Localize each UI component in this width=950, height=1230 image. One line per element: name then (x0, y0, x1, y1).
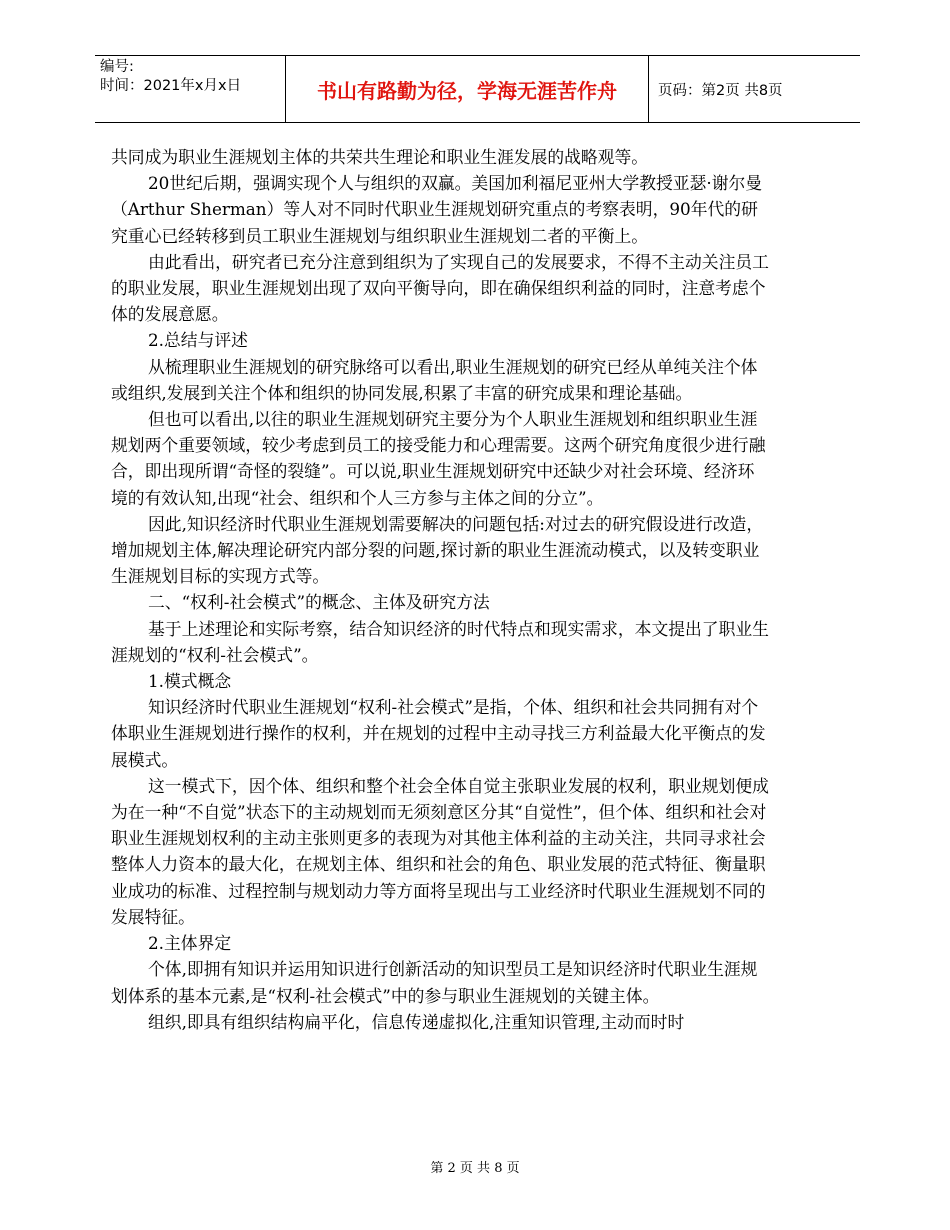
document-body (111, 144, 771, 1035)
document-time-label: 时间：2021年x月x日 (100, 78, 242, 94)
paragraph: 基于上述理论和实际考察，结合知识经济的时代特点和现实需求，本文提出了职业生涯规划的“权利-社会模式”。 (111, 618, 769, 665)
paragraph: 共同成为职业生涯规划主体的共荣共生理论和职业生涯发展的战略观等。 (111, 147, 649, 167)
paragraph: 但也可以看出,以往的职业生涯规划研究主要分为个人职业生涯规划和组织职业生涯规划两个重要领域，较少考虑到员工的接受能力和心理需要。这两个研究角度很少进行融合，即出现所谓“奇怪的裂缝”。可以说,职业生涯规划研究中还缺少对社会环境、经济环境的有效认知,出现“社会、组织和个人三方参与主体之间的分立”。 (111, 409, 766, 508)
section-heading: 2.主体界定 (148, 933, 232, 954)
document-number-label: 编号: (100, 59, 134, 75)
paragraph: 个体,即拥有知识并运用知识进行创新活动的知识型员工是知识经济时代职业生涯规划体系的基本元素,是“权利-社会模式”中的参与职业生涯规划的关键主体。 (111, 959, 758, 1006)
paragraph: 组织,即具有组织结构扁平化，信息传递虚拟化,注重知识管理,主动而时时 (148, 1011, 685, 1032)
paragraph: 从梳理职业生涯规划的研究脉络可以看出,职业生涯规划的研究已经从单纯关注个体或组织,发展到关注个体和组织的协同发展,积累了丰富的研究成果和理论基础。 (111, 356, 758, 403)
page-footer: 第 2 页 共 8 页 (430, 1161, 520, 1176)
paragraph: 因此,知识经济时代职业生涯规划需要解决的问题包括:对过去的研究假设进行改造，增加规划主体,解决理论研究内部分裂的问题,探讨新的职业生涯流动模式，以及转变职业生涯规划目标的实现方式等。 (111, 513, 764, 587)
header-motto: 书山有路勤为径，学海无涯苦作舟 (285, 56, 649, 122)
section-heading: 2.总结与评述 (148, 330, 248, 351)
section-heading: 1.模式概念 (148, 671, 232, 692)
paragraph: 知识经济时代职业生涯规划“权利-社会模式”是指，个体、组织和社会共同拥有对个体职业生涯规划进行操作的权利，并在规划的过程中主动寻找三方利益最大化平衡点的发展模式。 (111, 697, 766, 770)
paragraph: 20世纪后期，强调实现个人与组织的双赢。美国加利福尼亚州大学教授亚瑟·谢尔曼（Arthur Sherman）等人对不同时代职业生涯规划研究重点的考察表明，90年代的研究重心已经转移到员工职业生涯规划与组织职业生涯规划二者的平衡上。 (111, 173, 763, 246)
header-page-label: 页码：第2页 共8页 (658, 83, 783, 99)
header-meta (100, 58, 241, 96)
paragraph: 这一模式下，因个体、组织和整个社会全体自觉主张职业发展的权利，职业规划便成为在一种“不自觉”状态下的主动规划而无须刻意区分其“自觉性”，但个体、组织和社会对职业生涯规划权利的主动主张则更多的表现为对其他主体利益的主动关注，共同寻求社会整体人力资本的最大化，在规划主体、组织和社会的角色、职业发展的范式特征、衡量职业成功的标准、过程控制与规划动力等方面将呈现出与工业经济时代职业生涯规划不同的发展特征。 (111, 775, 769, 927)
paragraph: 由此看出，研究者已充分注意到组织为了实现自己的发展要求，不得不主动关注员工的职业发展，职业生涯规划出现了双向平衡导向，即在确保组织利益的同时，注意考虑个体的发展意愿。 (111, 251, 769, 325)
page-header (95, 55, 860, 123)
section-heading: 二、“权利-社会模式”的概念、主体及研究方法 (148, 592, 490, 613)
